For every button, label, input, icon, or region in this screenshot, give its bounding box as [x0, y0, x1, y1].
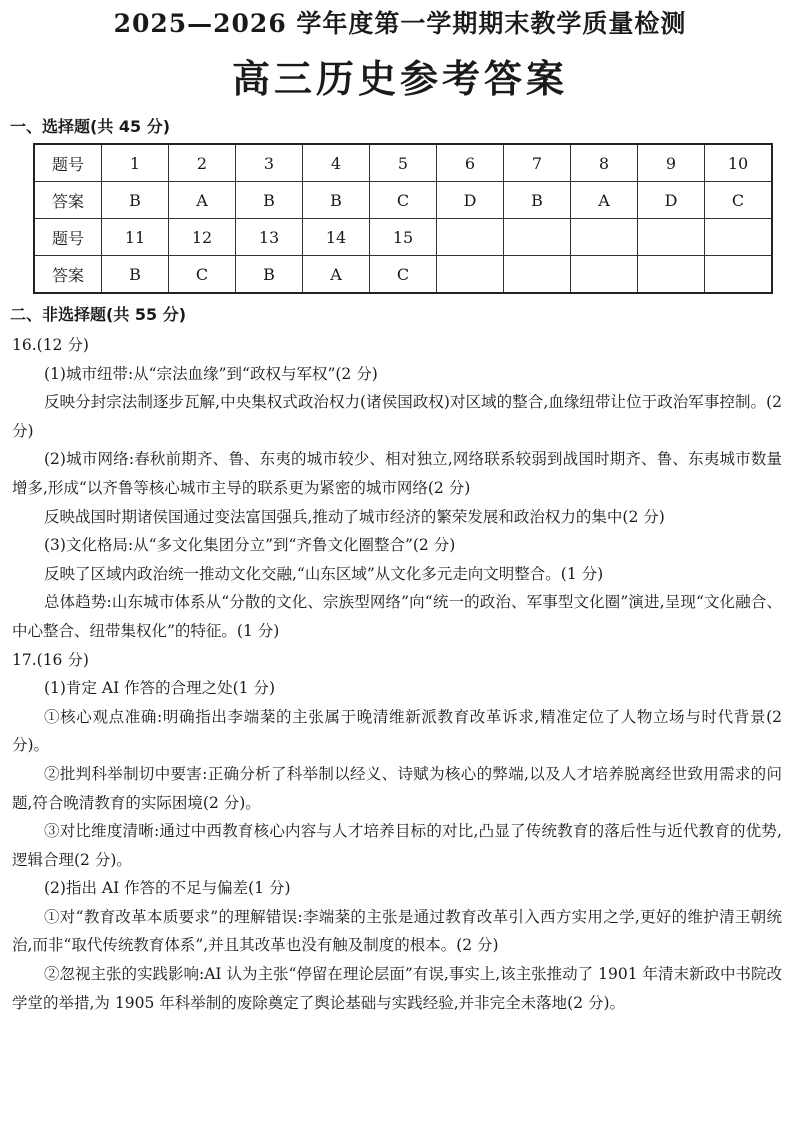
answer-paragraph: ③对比维度清晰:通过中西教育核心内容与人才培养目标的对比,凸显了传统教育的落后性与近代教育的优势,逻辑合理(2 分)。	[12, 822, 782, 869]
table-cell: B	[102, 182, 169, 219]
table-cell: 2	[169, 144, 236, 182]
table-cell: B	[504, 182, 571, 219]
table-cell	[437, 219, 504, 256]
answer-table	[33, 143, 773, 294]
table-cell: C	[705, 182, 773, 219]
table-cell: D	[638, 182, 705, 219]
answer-paragraph: 总体趋势:山东城市体系从“分散的文化、宗族型网络”向“统一的政治、军事型文化圈”演进,呈现“文化融合、中心整合、纽带集权化”的特征。(1 分)	[12, 593, 782, 640]
table-cell	[504, 256, 571, 294]
table-cell: 11	[102, 219, 169, 256]
answer-paragraph: 反映了区域内政治统一推动文化交融,“山东区域”从文化多元走向文明整合。(1 分)	[44, 564, 604, 583]
table-cell: 3	[236, 144, 303, 182]
table-cell: B	[236, 182, 303, 219]
answer-paragraph: ①对“教育改革本质要求”的理解错误:李端棻的主张是通过教育改革引入西方实用之学,更好的维护清王朝统治,而非“取代传统教育体系”,并且其改革也没有触及制度的根本。(2 分)	[12, 907, 782, 955]
table-cell	[437, 256, 504, 294]
answer-paragraph: (2)指出 AI 作答的不足与偏差(1 分)	[44, 879, 291, 898]
table-cell: 14	[303, 219, 370, 256]
answer-paragraph: 反映战国时期诸侯国通过变法富国强兵,推动了城市经济的繁荣发展和政治权力的集中(2 分)	[44, 507, 665, 526]
table-cell: 7	[504, 144, 571, 182]
answer-paragraph: (1)城市纽带:从“宗法血缘”到“政权与军权”(2 分)	[44, 364, 378, 383]
table-cell: 10	[705, 144, 773, 182]
table-cell: 13	[236, 219, 303, 256]
table-cell: 1	[102, 144, 169, 182]
question-heading-16: 16.(12 分)	[12, 336, 89, 354]
table-cell: B	[236, 256, 303, 294]
table-cell	[638, 256, 705, 294]
table-cell: A	[571, 182, 638, 219]
table-cell: D	[437, 182, 504, 219]
answer-paragraph: ②忽视主张的实践影响:AI 认为主张“停留在理论层面”有误,事实上,该主张推动了 1901 年清末新政中书院改学堂的举措,为 1905 年科举制的废除奠定了舆论基础与实践经验,并非完全未落地(2 分)。	[12, 965, 782, 1012]
table-row	[34, 256, 772, 294]
table-cell: 5	[370, 144, 437, 182]
table-cell	[571, 219, 638, 256]
row-label-question: 题号	[34, 219, 102, 256]
section-heading-non-choice: 二、非选择题(共 55 分)	[10, 305, 187, 324]
table-cell: A	[303, 256, 370, 294]
answer-paragraph: (3)文化格局:从“多文化集团分立”到“齐鲁文化圈整合”(2 分)	[44, 536, 456, 555]
answer-paragraph: (1)肯定 AI 作答的合理之处(1 分)	[44, 679, 276, 698]
answer-paragraph: (2)城市网络:春秋前期齐、鲁、东夷的城市较少、相对独立,网络联系较弱到战国时期齐、鲁、东夷城市数量增多,形成“以齐鲁等核心城市主导的联系更为紧密的城市网络(2 分)	[12, 450, 782, 497]
table-cell	[504, 219, 571, 256]
table-cell: 6	[437, 144, 504, 182]
table-cell	[705, 256, 773, 294]
table-cell: 15	[370, 219, 437, 256]
table-cell	[571, 256, 638, 294]
table-cell: 8	[571, 144, 638, 182]
question-heading-17: 17.(16 分)	[12, 650, 89, 669]
table-cell: 9	[638, 144, 705, 182]
table-cell	[705, 219, 773, 256]
answer-body	[12, 331, 782, 1017]
table-cell	[638, 219, 705, 256]
answer-paragraph: ②批判科举制切中要害:正确分析了科举制以经义、诗赋为核心的弊端,以及人才培养脱离经世致用需求的问题,符合晚清教育的实际困境(2 分)。	[12, 764, 782, 812]
exam-title: 2025—2026 学年度第一学期期末教学质量检测	[113, 9, 687, 38]
table-row	[34, 144, 772, 182]
table-cell: A	[169, 182, 236, 219]
table-cell: 12	[169, 219, 236, 256]
table-cell: 4	[303, 144, 370, 182]
table-cell: C	[169, 256, 236, 294]
page-title: 高三历史参考答案	[231, 57, 568, 101]
table-row	[34, 182, 772, 219]
row-label-question: 题号	[34, 144, 102, 182]
row-label-answer: 答案	[34, 182, 102, 219]
row-label-answer: 答案	[34, 256, 102, 294]
answer-paragraph: ①核心观点准确:明确指出李端棻的主张属于晚清维新派教育改革诉求,精准定位了人物立场与时代背景(2 分)。	[12, 707, 782, 755]
table-cell: B	[102, 256, 169, 294]
table-cell: C	[370, 182, 437, 219]
table-cell: B	[303, 182, 370, 219]
section-heading-choice: 一、选择题(共 45 分)	[10, 117, 171, 136]
answer-paragraph: 反映分封宗法制逐步瓦解,中央集权式政治权力(诸侯国政权)对区域的整合,血缘纽带让位于政治军事控制。(2 分)	[12, 393, 782, 440]
table-cell: C	[370, 256, 437, 294]
table-row	[34, 219, 772, 256]
